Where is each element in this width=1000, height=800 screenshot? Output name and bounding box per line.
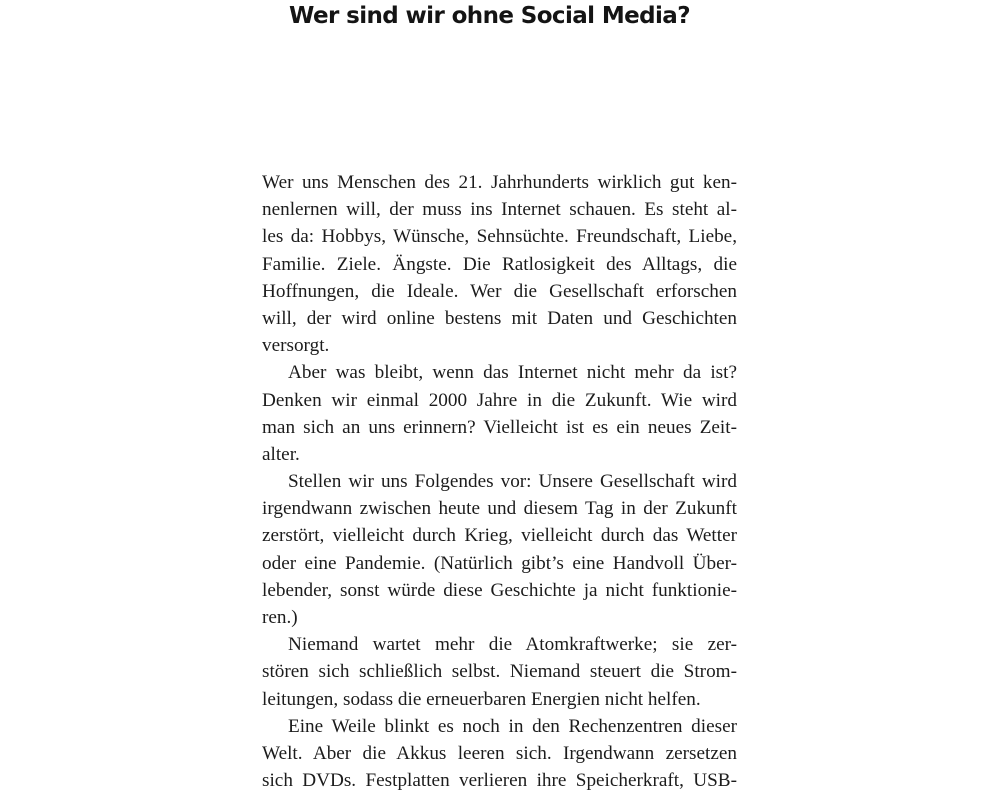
- text-line: stören sich schließlich selbst. Niemand steuert die Strom-: [262, 661, 737, 683]
- text-line: versorgt.: [262, 335, 330, 357]
- text-line: irgendwann zwischen heute und diesem Tag in der Zukunft: [262, 498, 737, 520]
- text-line: sich DVDs. Festplatten verlieren ihre Speicherkraft, USB-: [262, 770, 737, 792]
- paragraph-5: [262, 713, 737, 795]
- paragraph-2: [262, 359, 737, 468]
- paragraph-4: [262, 631, 737, 713]
- text-line: Stellen wir uns Folgendes vor: Unsere Gesellschaft wird: [288, 471, 737, 493]
- text-line: alter.: [262, 443, 300, 465]
- text-line: nenlernen will, der muss ins Internet schauen. Es steht al-: [262, 199, 737, 221]
- text-line: Wer uns Menschen des 21. Jahrhunderts wirklich gut ken-: [262, 172, 737, 193]
- text-line: leitungen, sodass die erneuerbaren Energien nicht helfen.: [262, 688, 701, 710]
- text-line: Familie. Ziele. Ängste. Die Ratlosigkeit des Alltags, die: [262, 253, 737, 275]
- chapter-title: Wer sind wir ohne Social Media?: [289, 3, 690, 29]
- text-line: les da: Hobbys, Wünsche, Sehnsüchte. Freundschaft, Liebe,: [262, 226, 737, 248]
- text-line: man sich an uns erinnern? Vielleicht ist es ein neues Zeit-: [262, 416, 737, 438]
- text-line: Eine Weile blinkt es noch in den Rechenzentren dieser: [288, 715, 737, 737]
- paragraph-3: [262, 468, 737, 631]
- text-line: ren.): [262, 607, 298, 628]
- text-line: Hoffnungen, die Ideale. Wer die Gesellschaft erforschen: [262, 280, 737, 302]
- text-line: Niemand wartet mehr die Atomkraftwerke; sie zer-: [288, 634, 737, 656]
- body-text: [262, 169, 737, 794]
- text-line: Denken wir einmal 2000 Jahre in die Zukunft. Wie wird: [262, 389, 737, 411]
- text-line: oder eine Pandemie. (Natürlich gibt’s eine Handvoll Über-: [262, 552, 737, 574]
- text-line: will, der wird online bestens mit Daten und Geschichten: [262, 307, 737, 329]
- paragraph-1: [262, 169, 737, 359]
- text-line: zerstört, vielleicht durch Krieg, vielleicht durch das Wetter: [262, 525, 737, 547]
- text-line: Aber was bleibt, wenn das Internet nicht mehr da ist?: [288, 362, 737, 384]
- text-line: lebender, sonst würde diese Geschichte ja nicht funktionie-: [262, 579, 737, 601]
- text-line: Welt. Aber die Akkus leeren sich. Irgendwann zersetzen: [262, 742, 737, 764]
